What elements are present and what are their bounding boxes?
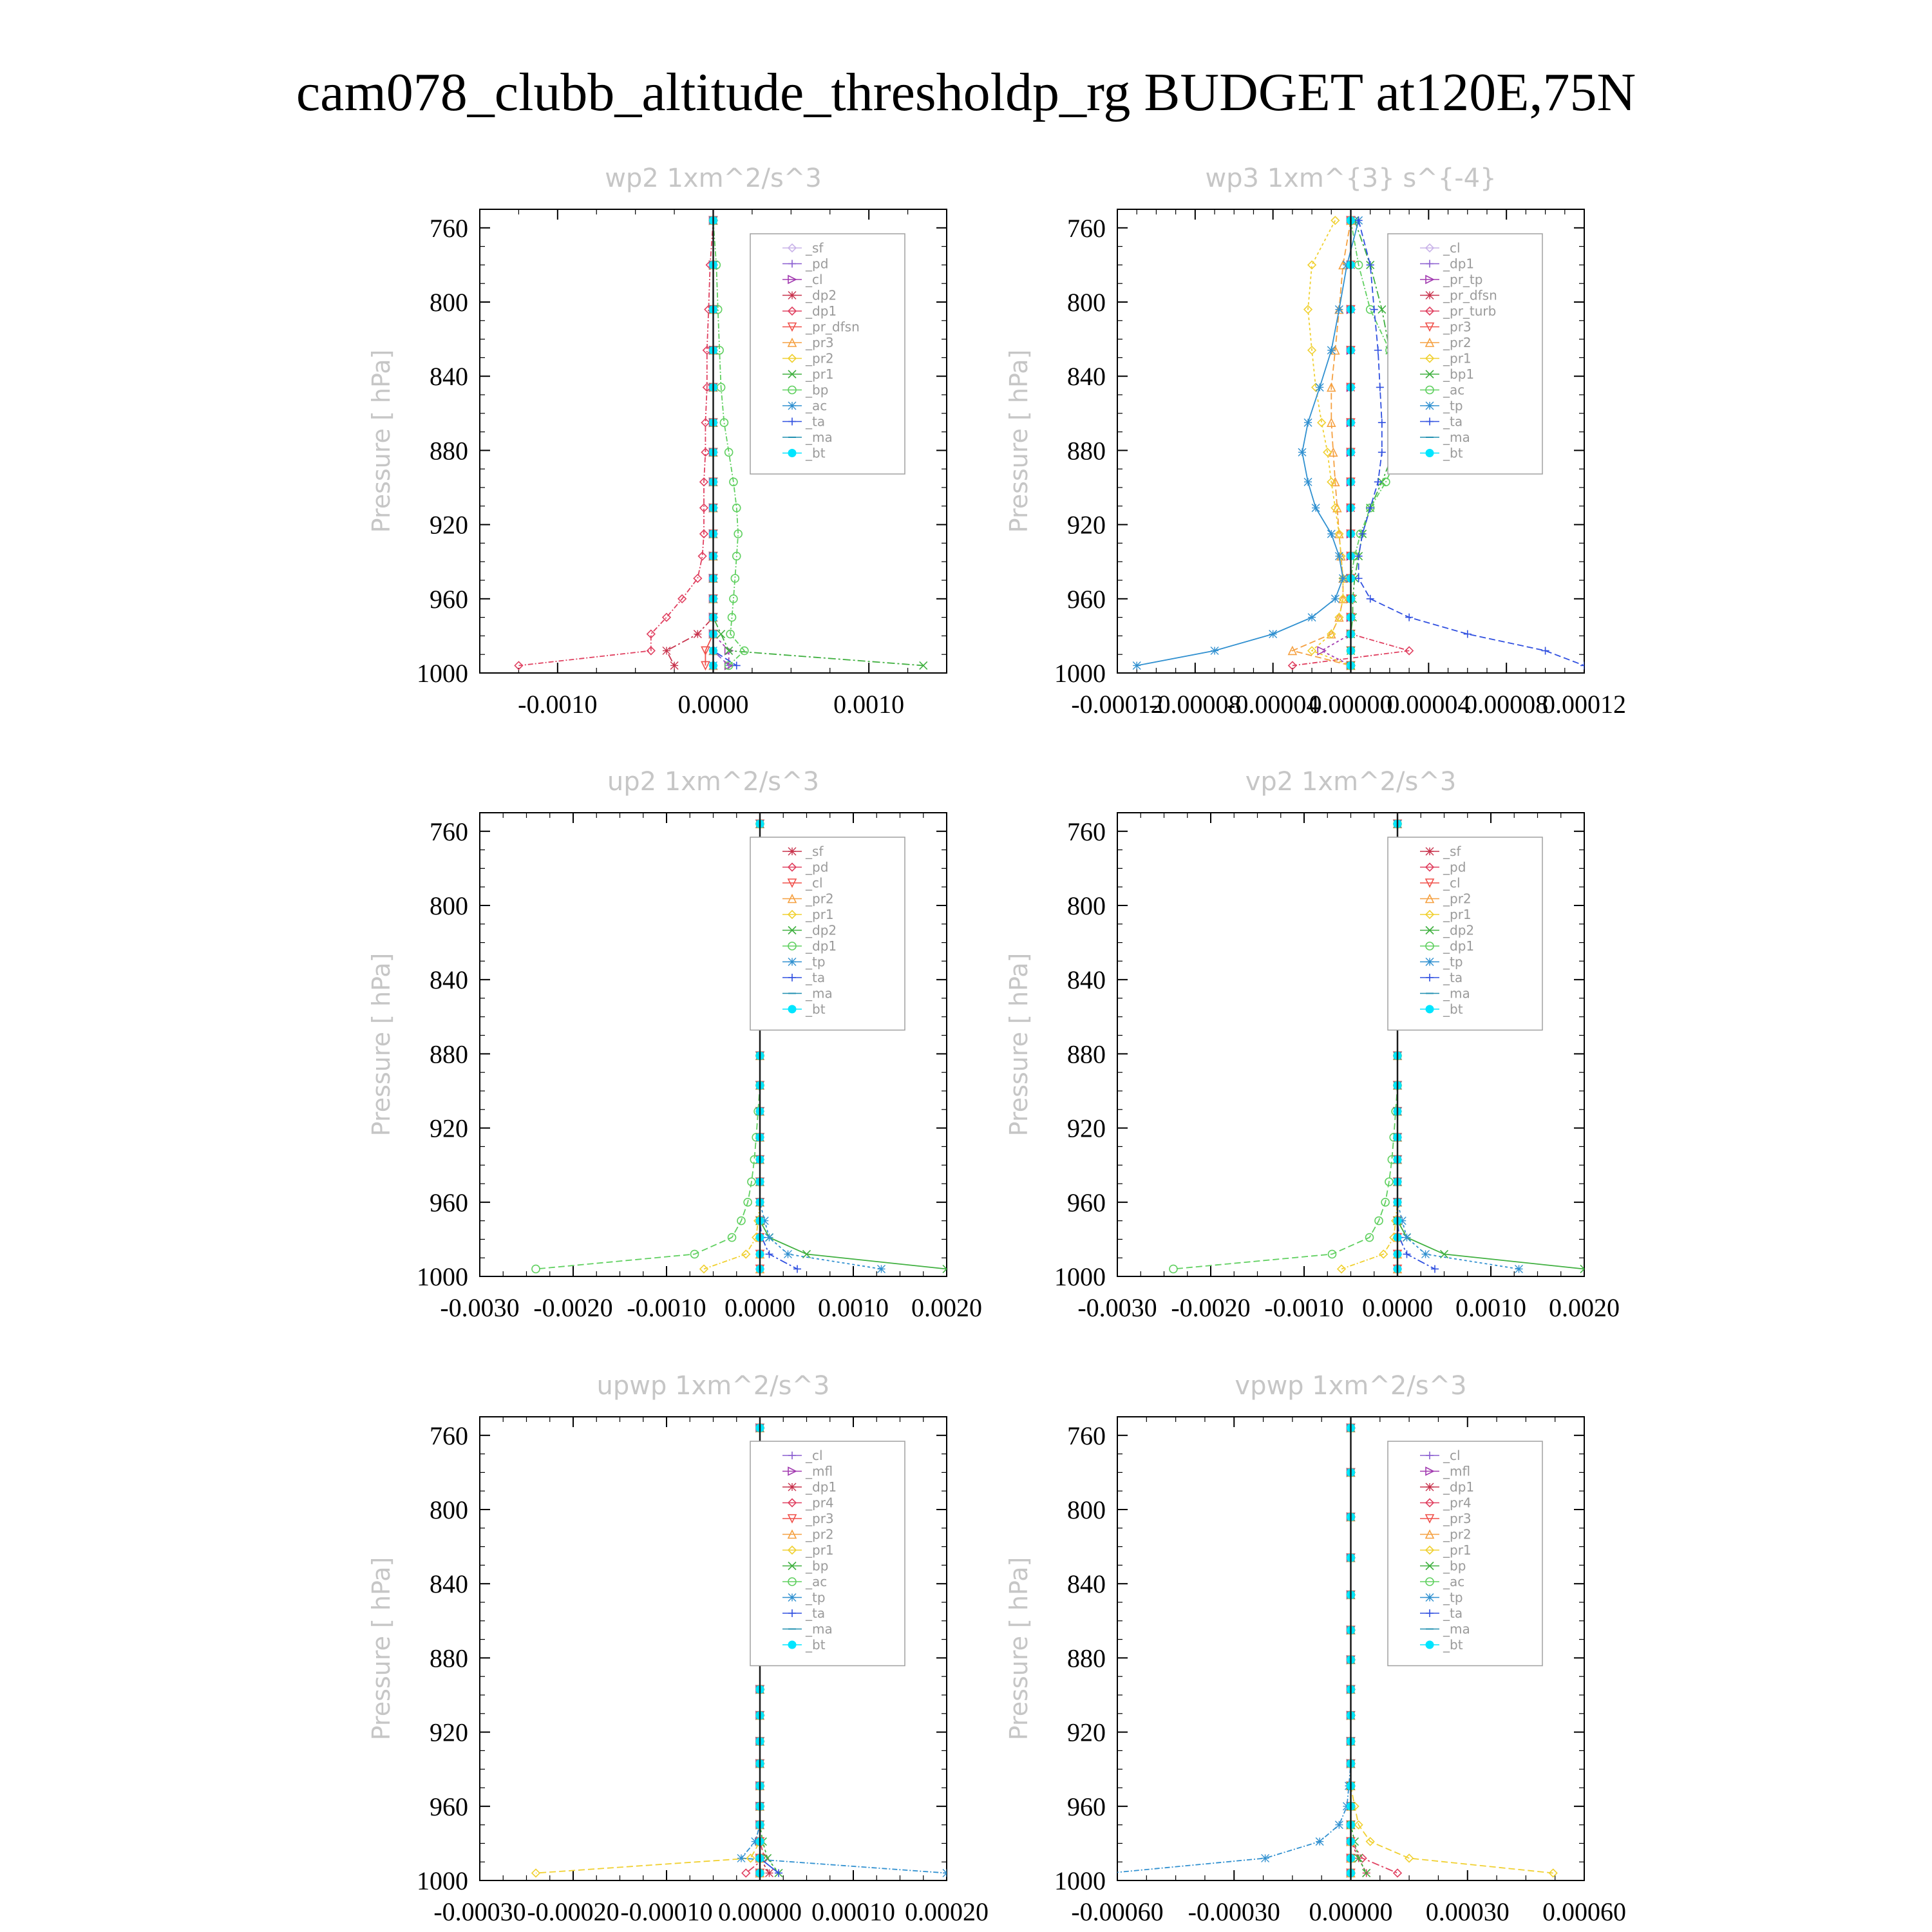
- legend-label: _bp: [806, 1558, 829, 1574]
- y-tick-label: 960: [1067, 1188, 1106, 1217]
- x-tick-label: -0.00060: [1071, 1897, 1164, 1926]
- legend-label: _ac: [806, 398, 828, 413]
- panel-title: upwp 1xm^2/s^3: [596, 1371, 830, 1401]
- y-tick-label: 1000: [1054, 1866, 1106, 1895]
- series-line-dp1: [1173, 824, 1397, 1269]
- x-tick-label: 0.0010: [818, 1293, 889, 1322]
- y-tick-label: 800: [1067, 288, 1106, 317]
- panel-title: vp2 1xm^2/s^3: [1245, 767, 1457, 797]
- legend-label: _cl: [806, 272, 823, 287]
- data-point-tp: [1312, 504, 1320, 512]
- data-point-tp: [1339, 574, 1347, 582]
- y-tick-label: 760: [1067, 1421, 1106, 1450]
- y-tick-label: 960: [430, 584, 468, 614]
- x-tick-label: 0.0010: [833, 690, 905, 719]
- legend-label: _cl: [1443, 240, 1461, 256]
- data-point-ta: [1405, 614, 1413, 621]
- legend-label: _cl: [1443, 875, 1461, 891]
- chart-panel-0: [367, 164, 947, 719]
- y-tick-label: 760: [430, 1421, 468, 1450]
- series-line-pr1: [536, 1428, 760, 1873]
- y-tick-label: 960: [1067, 584, 1106, 614]
- y-tick-label: 760: [1067, 817, 1106, 846]
- y-tick-label: 920: [1067, 1718, 1106, 1747]
- legend-label: _tp: [1443, 398, 1463, 413]
- x-tick-label: -0.00010: [620, 1897, 713, 1926]
- legend-label: _bt: [806, 445, 826, 461]
- x-tick-label: -0.00020: [527, 1897, 620, 1926]
- y-tick-label: 760: [430, 817, 468, 846]
- legend-label: _cl: [1443, 1448, 1461, 1463]
- y-tick-label: 880: [430, 1643, 468, 1673]
- x-tick-label: 0.00000: [718, 1897, 802, 1926]
- legend-label: _ta: [806, 1605, 826, 1621]
- x-tick-label: 0.0020: [911, 1293, 982, 1322]
- x-tick-label: -0.00030: [433, 1897, 526, 1926]
- data-point-dp2: [663, 647, 670, 654]
- data-point-ta: [1403, 1250, 1411, 1258]
- y-tick-label: 1000: [417, 1866, 468, 1895]
- data-point-tp: [1335, 306, 1343, 314]
- legend-marker-tp: [1426, 1594, 1434, 1602]
- x-tick-label: -0.0020: [533, 1293, 613, 1322]
- y-axis-label: Pressure [ hPa]: [1005, 349, 1033, 533]
- legend-label: _ta: [806, 413, 826, 430]
- legend-label: _bp: [806, 382, 829, 398]
- panel-title: wp2 1xm^2/s^3: [605, 164, 822, 193]
- legend-label: _pr_dfsn: [1443, 287, 1497, 303]
- data-point-dp1: [1170, 1265, 1177, 1273]
- legend-label: _dp1: [1443, 938, 1475, 954]
- legend-marker-bt: [1426, 1641, 1434, 1649]
- x-tick-label: 0.0020: [1549, 1293, 1620, 1322]
- x-tick-label: 0.00000: [1309, 690, 1393, 719]
- data-point-tp: [737, 1854, 745, 1862]
- legend-marker-sf: [1426, 848, 1434, 855]
- data-point-tp: [1335, 1821, 1343, 1829]
- legend-marker-tp: [788, 1594, 796, 1602]
- legend-label: _bt: [806, 1637, 826, 1653]
- data-point-ta: [1542, 647, 1549, 654]
- chart-panel-4: [367, 1371, 989, 1926]
- legend-label: _pr4: [1443, 1495, 1472, 1511]
- legend-label: _pr3: [1443, 319, 1472, 335]
- legend-label: _bt: [1443, 445, 1463, 461]
- legend-label: _bp: [1443, 1558, 1466, 1574]
- legend-label: _tp: [1443, 954, 1463, 970]
- data-point-tp: [784, 1250, 792, 1258]
- legend-label: _sf: [1443, 844, 1461, 859]
- legend-label: _pr2: [806, 350, 834, 366]
- legend-label: _bp1: [1443, 366, 1475, 382]
- legend-label: _ac: [1443, 382, 1465, 398]
- data-point-tp: [878, 1265, 886, 1273]
- data-point-ta: [1367, 595, 1374, 603]
- x-tick-label: -0.0020: [1171, 1293, 1251, 1322]
- legend-label: _pr2: [1443, 1526, 1472, 1542]
- data-point-tp: [1422, 1250, 1430, 1258]
- legend-label: _pr3: [806, 335, 834, 350]
- legend-label: _ac: [1443, 1574, 1465, 1589]
- y-axis-label: Pressure [ hPa]: [367, 1557, 395, 1741]
- y-tick-label: 800: [1067, 1495, 1106, 1524]
- x-tick-label: 0.00012: [1542, 690, 1626, 719]
- legend-label: _bt: [806, 1001, 826, 1017]
- legend-marker-tp: [1426, 402, 1434, 410]
- legend-label: _pr1: [1443, 1542, 1472, 1558]
- panel-title: vpwp 1xm^2/s^3: [1235, 1371, 1467, 1401]
- legend-label: _dp2: [1443, 922, 1475, 938]
- data-point-tp: [1403, 1234, 1411, 1242]
- data-point-tp: [1316, 383, 1323, 391]
- legend-label: _ma: [1443, 430, 1470, 445]
- x-tick-label: 0.00010: [811, 1897, 895, 1926]
- data-point-tp: [1304, 419, 1312, 426]
- y-axis-label: Pressure [ hPa]: [367, 952, 395, 1137]
- data-point-tp: [1133, 661, 1141, 669]
- y-tick-label: 920: [430, 1113, 468, 1143]
- legend-label: _ta: [1443, 970, 1463, 985]
- legend-label: _pr2: [1443, 335, 1472, 350]
- y-tick-label: 800: [1067, 891, 1106, 920]
- series-line-dp1: [536, 824, 760, 1269]
- legend-label: _dp1: [806, 303, 837, 319]
- y-axis-label: Pressure [ hPa]: [1005, 952, 1033, 1137]
- x-tick-label: -0.00008: [1149, 690, 1242, 719]
- data-point-ta: [1376, 383, 1384, 391]
- data-point-tp: [1262, 1854, 1269, 1862]
- data-point-tp: [1331, 595, 1339, 603]
- panel-title: wp3 1xm^{3} s^{-4}: [1205, 164, 1497, 193]
- legend-label: _pr2: [1443, 891, 1472, 907]
- legend-label: _ac: [806, 1574, 828, 1589]
- data-point-ta: [733, 661, 741, 669]
- series-line-dp1: [518, 220, 713, 665]
- legend-label: _dp1: [806, 1479, 837, 1495]
- data-point-tp: [1515, 1265, 1523, 1273]
- data-point-ta: [1431, 1265, 1439, 1273]
- legend-marker-dp1: [788, 1483, 796, 1491]
- legend-label: _cl: [806, 875, 823, 891]
- data-point-ta: [1378, 448, 1386, 456]
- chart-panel-2: [367, 767, 982, 1322]
- y-tick-label: 880: [1067, 1039, 1106, 1069]
- y-axis-label: Pressure [ hPa]: [1005, 1557, 1033, 1741]
- legend-label: _dp2: [806, 287, 837, 303]
- series-line-pr1: [1308, 220, 1351, 665]
- x-tick-label: -0.0010: [518, 690, 598, 719]
- legend-marker-dp1: [1426, 1483, 1434, 1491]
- legend-label: _pr2: [806, 891, 834, 907]
- legend-label: _pr3: [806, 1511, 834, 1526]
- legend-label: _tp: [806, 954, 826, 970]
- legend-marker-tp: [788, 958, 796, 966]
- data-point-dp2: [694, 630, 701, 638]
- series-line-pr2: [1293, 220, 1351, 665]
- x-tick-label: 0.0000: [677, 690, 749, 719]
- legend-marker-pr_dfsn: [1426, 292, 1434, 299]
- legend-label: _sf: [806, 240, 824, 256]
- data-point-dp2: [670, 661, 678, 669]
- chart-panel-1: [1005, 164, 1626, 719]
- legend-label: _bt: [1443, 1001, 1463, 1017]
- x-tick-label: 0.0000: [724, 1293, 795, 1322]
- legend-label: _ta: [1443, 1605, 1463, 1621]
- y-tick-label: 840: [1067, 362, 1106, 392]
- figure-title: cam078_clubb_altitude_thresholdp_rg BUDGET at120E,75N: [296, 62, 1636, 122]
- y-tick-label: 760: [430, 213, 468, 243]
- y-tick-label: 880: [430, 1039, 468, 1069]
- legend-label: _pd: [1443, 859, 1466, 875]
- legend-label: _dp1: [806, 938, 837, 954]
- legend-marker-bt: [1426, 1005, 1434, 1013]
- y-tick-label: 840: [430, 965, 468, 995]
- x-tick-label: 0.0000: [1362, 1293, 1433, 1322]
- data-point-pr_tp: [1318, 647, 1325, 654]
- x-tick-label: 0.00020: [905, 1897, 989, 1926]
- y-tick-label: 920: [430, 1718, 468, 1747]
- x-tick-label: 0.00030: [1425, 1897, 1510, 1926]
- legend-marker-bt: [1426, 450, 1434, 457]
- y-tick-label: 960: [430, 1792, 468, 1821]
- x-tick-label: -0.0030: [1077, 1293, 1157, 1322]
- legend-marker-sf: [788, 848, 796, 855]
- y-tick-label: 760: [1067, 213, 1106, 243]
- legend-label: _mfl: [806, 1463, 833, 1479]
- legend-label: _pr_tp: [1443, 272, 1483, 287]
- data-point-pr1: [717, 630, 725, 638]
- x-tick-label: 0.00060: [1542, 1897, 1626, 1926]
- y-tick-label: 800: [430, 288, 468, 317]
- legend-label: _sf: [806, 844, 824, 859]
- legend-marker-bt: [788, 1641, 796, 1649]
- y-axis-label: Pressure [ hPa]: [367, 349, 395, 533]
- series-line-tp: [1137, 220, 1358, 665]
- y-tick-label: 800: [430, 1495, 468, 1524]
- chart-panel-3: [1005, 767, 1620, 1322]
- data-point-tp: [1327, 346, 1335, 354]
- legend-marker-dp2: [788, 292, 796, 299]
- legend-label: _pr_dfsn: [806, 319, 860, 335]
- x-tick-label: -0.00004: [1227, 690, 1320, 719]
- data-point-pr4: [1394, 1869, 1401, 1877]
- data-point-tp: [1304, 478, 1312, 486]
- x-tick-label: -0.0010: [1264, 1293, 1344, 1322]
- data-point-ta: [1374, 346, 1382, 354]
- y-tick-label: 840: [430, 1569, 468, 1599]
- y-tick-label: 920: [430, 510, 468, 540]
- data-point-ta: [1464, 630, 1472, 638]
- legend-label: _pr1: [806, 366, 834, 382]
- data-point-ta: [793, 1265, 801, 1273]
- legend-label: _tp: [806, 1589, 826, 1605]
- legend-label: _tp: [1443, 1589, 1463, 1605]
- data-point-tp: [1211, 647, 1218, 654]
- x-tick-label: 0.0010: [1455, 1293, 1526, 1322]
- x-tick-label: -0.0030: [440, 1293, 520, 1322]
- y-tick-label: 840: [1067, 1569, 1106, 1599]
- data-point-tp: [1308, 614, 1316, 621]
- legend-label: _ta: [806, 970, 826, 985]
- legend-marker-bt: [788, 450, 796, 457]
- y-tick-label: 880: [1067, 1643, 1106, 1673]
- legend-label: _ma: [806, 985, 833, 1001]
- y-tick-label: 920: [1067, 510, 1106, 540]
- data-point-tp: [1269, 630, 1277, 638]
- y-tick-label: 880: [430, 436, 468, 466]
- legend-label: _ma: [1443, 985, 1470, 1001]
- y-tick-label: 800: [430, 891, 468, 920]
- y-tick-label: 1000: [417, 659, 468, 688]
- x-tick-label: 0.00004: [1387, 690, 1471, 719]
- legend-label: _pr_turb: [1443, 303, 1497, 319]
- x-tick-label: 0.00000: [1309, 1897, 1393, 1926]
- legend-marker-ac: [788, 402, 796, 410]
- legend-marker-bt: [788, 1005, 796, 1013]
- legend-label: _mfl: [1443, 1463, 1471, 1479]
- y-tick-label: 1000: [1054, 659, 1106, 688]
- legend-marker-tp: [1426, 958, 1434, 966]
- y-tick-label: 920: [1067, 1113, 1106, 1143]
- data-point-tp: [1327, 530, 1335, 538]
- data-point-tp: [1316, 1838, 1323, 1846]
- data-point-dp1: [766, 1869, 773, 1877]
- legend-label: _dp2: [806, 922, 837, 938]
- x-tick-label: -0.0010: [627, 1293, 706, 1322]
- y-tick-label: 1000: [1054, 1262, 1106, 1291]
- y-tick-label: 840: [1067, 965, 1106, 995]
- legend-label: _dp1: [1443, 1479, 1475, 1495]
- data-point-pr1: [1331, 216, 1339, 224]
- legend-label: _ma: [806, 430, 833, 445]
- y-tick-label: 960: [430, 1188, 468, 1217]
- data-point-tp: [1335, 553, 1343, 560]
- legend-label: _pr4: [806, 1495, 834, 1511]
- chart-panel-5: [1005, 1371, 1626, 1926]
- x-tick-label: -0.00030: [1188, 1897, 1280, 1926]
- data-point-dp1: [532, 1265, 540, 1273]
- data-point-tp: [1298, 448, 1306, 456]
- y-tick-label: 960: [1067, 1792, 1106, 1821]
- legend-label: _dp1: [1443, 256, 1475, 272]
- series-line-tp: [1110, 1428, 1351, 1873]
- legend-label: _pr1: [1443, 907, 1472, 922]
- x-tick-label: 0.00008: [1464, 690, 1549, 719]
- legend-label: _pr1: [806, 1542, 834, 1558]
- legend-label: _pd: [806, 859, 829, 875]
- data-point-ta: [1580, 661, 1588, 669]
- y-tick-label: 1000: [417, 1262, 468, 1291]
- x-tick-label: -0.00012: [1071, 690, 1164, 719]
- legend-label: _cl: [806, 1448, 823, 1463]
- legend-label: _pr2: [806, 1526, 834, 1542]
- data-point-tp: [1106, 1869, 1113, 1877]
- legend-label: _ma: [1443, 1621, 1470, 1637]
- legend-label: _ma: [806, 1621, 833, 1637]
- panel-title: up2 1xm^2/s^3: [607, 767, 820, 797]
- data-point-ta: [1355, 574, 1363, 582]
- y-tick-label: 840: [430, 362, 468, 392]
- legend-label: _pr3: [1443, 1511, 1472, 1526]
- y-tick-label: 880: [1067, 436, 1106, 466]
- legend-label: _pr1: [1443, 350, 1472, 366]
- legend-label: _pd: [806, 256, 829, 272]
- legend-label: _ta: [1443, 413, 1463, 430]
- legend-label: _pr1: [806, 907, 834, 922]
- legend-label: _bt: [1443, 1637, 1463, 1653]
- data-point-tp: [943, 1869, 951, 1877]
- data-point-ta: [1378, 419, 1386, 426]
- series-line-dp2: [667, 220, 714, 665]
- data-point-tp: [766, 1234, 773, 1242]
- data-point-ta: [766, 1250, 773, 1258]
